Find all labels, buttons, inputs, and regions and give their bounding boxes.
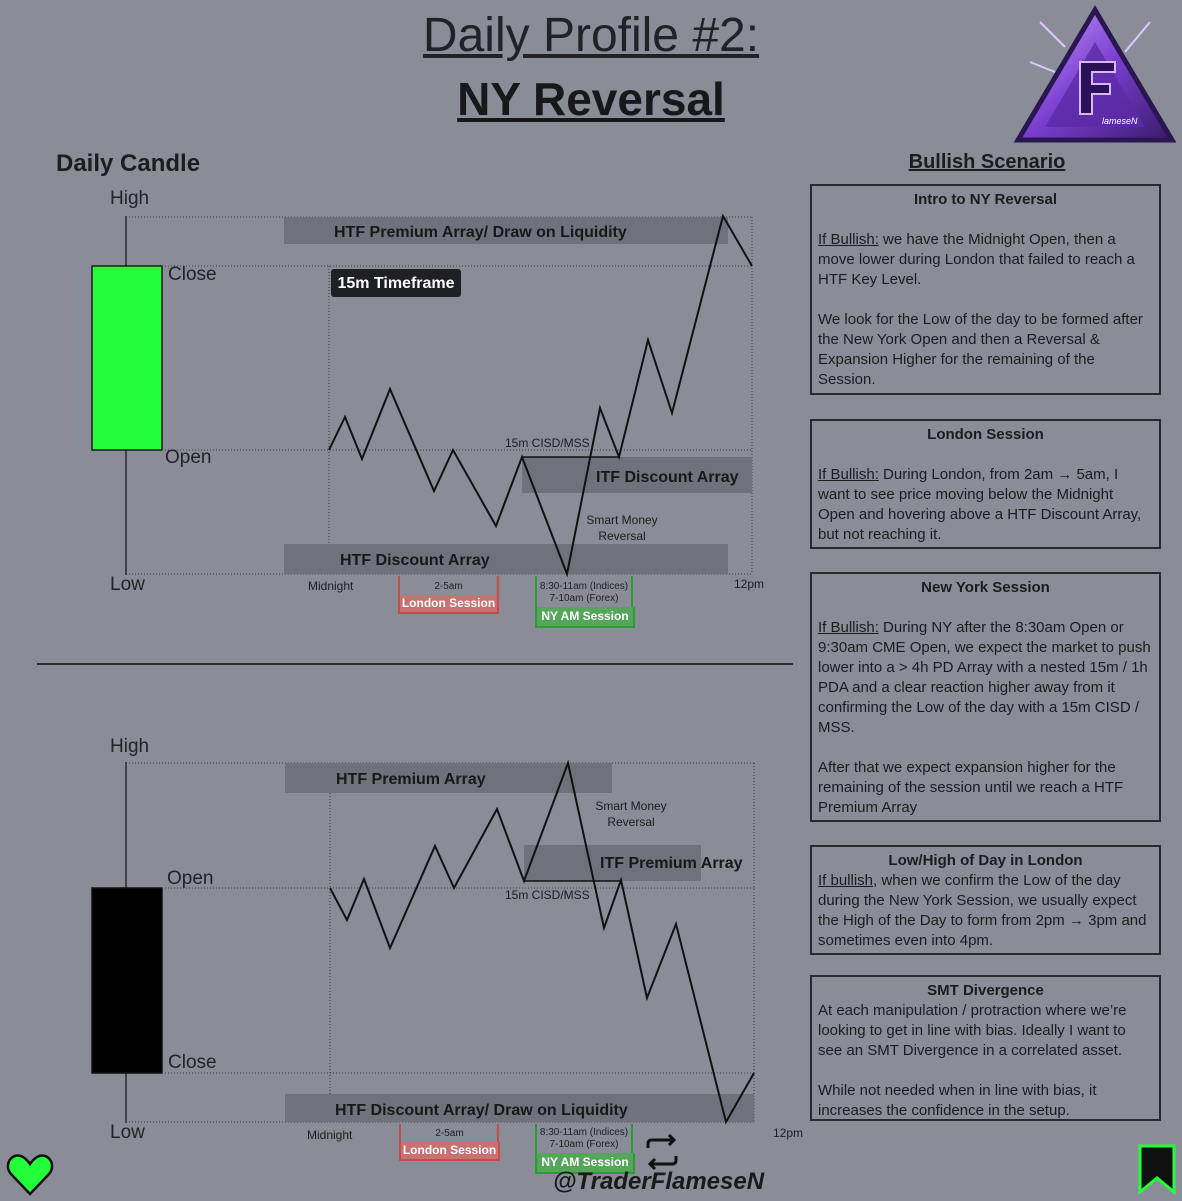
bottom-smr-label-2: Reversal bbox=[607, 815, 655, 829]
bookmark-icon bbox=[1138, 1144, 1176, 1194]
bottom-high-label: High bbox=[110, 736, 150, 757]
panel-new-york bbox=[810, 572, 1161, 822]
panel-smt bbox=[810, 975, 1161, 1121]
panel-intro-rest: we have the Midnight Open, then a move lower during London that failed to reach a HTF Key Level. bbox=[818, 231, 1135, 288]
bottom-htf-premium-label: HTF Premium Array bbox=[336, 771, 486, 788]
top-bull-candle bbox=[92, 266, 162, 450]
top-itf-label: ITF Discount Array bbox=[596, 469, 739, 486]
top-close-label: Close bbox=[168, 264, 217, 285]
panel-london-rest: During London, from 2am → 5am, I want to see price moving below the Midnight Open and hovering above a HTF Discount Array, but not reaching it. bbox=[818, 466, 1142, 543]
bottom-bear-candle bbox=[92, 888, 162, 1073]
bottom-cisd-label: 15m CISD/MSS bbox=[505, 888, 590, 902]
like-button[interactable] bbox=[6, 1152, 54, 1196]
panel-lowhigh-title: Low/High of Day in London bbox=[888, 852, 1083, 869]
top-smr-label-2: Reversal bbox=[598, 529, 646, 543]
bottom-london-time: 2-5am bbox=[435, 1128, 464, 1139]
bottom-ny-badge: NY AM Session bbox=[535, 1153, 635, 1174]
repost-button[interactable] bbox=[642, 1132, 682, 1172]
bottom-ny-time-2: 7-10am (Forex) bbox=[549, 1139, 619, 1150]
panel-smt-title: SMT Divergence bbox=[927, 982, 1044, 999]
bottom-ny-time-1: 8:30-11am (Indices) bbox=[539, 1127, 629, 1138]
timeframe-badge-text: 15m Timeframe bbox=[337, 275, 455, 292]
panel-intro-lead: If Bullish: bbox=[818, 231, 879, 248]
bottom-noon-label: 12pm bbox=[773, 1126, 804, 1140]
logo-text: lameseN bbox=[1102, 116, 1138, 126]
bottom-htf-discount-label: HTF Discount Array/ Draw on Liquidity bbox=[335, 1102, 628, 1119]
top-ny-badge: NY AM Session bbox=[535, 607, 635, 628]
panel-london bbox=[810, 419, 1161, 549]
panel-low-high bbox=[810, 845, 1161, 955]
panel-intro bbox=[810, 184, 1161, 395]
bottom-midnight-label: Midnight bbox=[307, 1128, 353, 1142]
top-htf-premium-label: HTF Premium Array/ Draw on Liquidity bbox=[334, 224, 627, 241]
panel-lowhigh-rest: , when we confirm the Low of the day during the New York Session, we usually expect the High of the Day to form from 2pm → 3pm and sometimes even into 4pm. bbox=[818, 872, 1147, 949]
top-london-badge: London Session bbox=[398, 595, 499, 614]
panel-ny-lead: If Bullish: bbox=[818, 619, 879, 636]
panel-london-p1 bbox=[818, 465, 1153, 545]
panel-london-lead: If Bullish: bbox=[818, 466, 879, 483]
bottom-close-label: Close bbox=[168, 1052, 217, 1073]
bottom-open-label: Open bbox=[167, 868, 214, 889]
page-title: Daily Profile #2: bbox=[422, 9, 760, 62]
heart-icon bbox=[6, 1152, 54, 1196]
top-london-time: 2-5am bbox=[434, 581, 463, 592]
top-smr-label-1: Smart Money bbox=[586, 513, 658, 527]
panel-ny-p2: After that we expect expansion higher for the remaining of the session until we reach a HTF Premium Array bbox=[818, 759, 1124, 816]
bottom-price-path bbox=[330, 763, 754, 1122]
panel-smt-p2: While not needed when in line with bias, it increases the confidence in the setup. bbox=[818, 1082, 1097, 1119]
bottom-low-label: Low bbox=[110, 1122, 145, 1143]
daily-candle-heading: Daily Candle bbox=[56, 150, 201, 177]
panel-ny-p1 bbox=[818, 618, 1153, 738]
panel-smt-p1: At each manipulation / protraction where we’re looking to get in line with bias. Ideally I want to see an SMT Divergence in a correlated asset. bbox=[818, 1002, 1127, 1059]
top-low-label: Low bbox=[110, 574, 145, 595]
section-divider bbox=[37, 663, 793, 665]
top-cisd-label: 15m CISD/MSS bbox=[505, 436, 590, 450]
top-htf-discount-label: HTF Discount Array bbox=[340, 552, 490, 569]
bottom-london-badge: London Session bbox=[399, 1142, 500, 1161]
panel-intro-title: Intro to NY Reversal bbox=[913, 191, 1058, 208]
panel-ny-title: New York Session bbox=[921, 579, 1050, 596]
brand-logo bbox=[1010, 2, 1180, 152]
panel-lowhigh-lead: If bullish bbox=[818, 872, 874, 889]
bottom-chart bbox=[0, 728, 804, 1148]
bookmark-button[interactable] bbox=[1138, 1144, 1176, 1194]
top-midnight-label: Midnight bbox=[308, 579, 354, 593]
panel-london-title: London Session bbox=[927, 426, 1044, 443]
repost-icon bbox=[642, 1132, 682, 1172]
page-subtitle: NY Reversal bbox=[457, 73, 725, 125]
panel-lowhigh-p1 bbox=[818, 871, 1153, 951]
bullish-scenario-heading: Bullish Scenario bbox=[908, 151, 1066, 173]
panel-intro-p2: We look for the Low of the day to be formed after the New York Open and then a Reversal & Expansion Higher for the remaining of the Session. bbox=[818, 311, 1143, 388]
panel-intro-p1 bbox=[818, 230, 1153, 290]
top-high-label: High bbox=[110, 188, 150, 209]
top-noon-label: 12pm bbox=[734, 577, 765, 591]
top-open-label: Open bbox=[165, 447, 212, 468]
bottom-smr-label-1: Smart Money bbox=[595, 799, 667, 813]
bottom-itf-label: ITF Premium Array bbox=[600, 855, 743, 872]
logo-graphic bbox=[1010, 2, 1180, 152]
author-handle: @TraderFlameseN bbox=[553, 1168, 765, 1195]
top-ny-time-2: 7-10am (Forex) bbox=[549, 593, 619, 604]
panel-ny-rest: During NY after the 8:30am Open or 9:30am CME Open, we expect the market to push lower into a > 4h PD Array with a nested 15m / 1h PDA and a clear reaction higher away from it confirming the Low of the day with a 15m CISD / MSS. bbox=[818, 619, 1151, 736]
top-ny-time-1: 8:30-11am (Indices) bbox=[539, 581, 629, 592]
top-chart bbox=[0, 180, 800, 630]
